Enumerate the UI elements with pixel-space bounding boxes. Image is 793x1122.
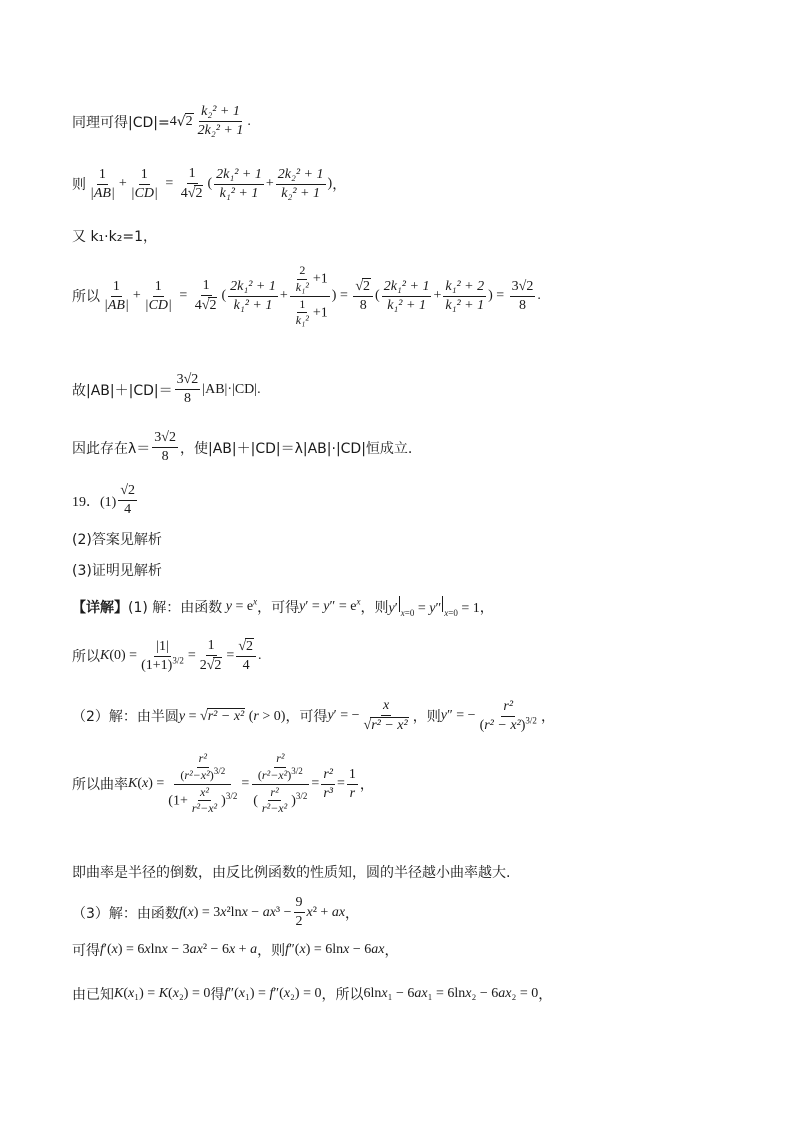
l15-t1: （3）解：由函数 [72, 905, 179, 922]
cd-frac-den: 2k₂² + 1 [197, 123, 244, 139]
l4-result: $\frac{3√2}{8}$ [511, 278, 534, 313]
l17-t3: ，所以 [321, 987, 364, 1003]
nested-fraction: $\frac{2}{\text{k₁²}}$ +1 $\frac{1}{\text{k₁²}}$ +1 [290, 264, 330, 328]
line-k0: 所以 K(0) = $\frac{|1|}{(1+1)^{3/2}}$ = $\frac{1}{2√2}$ = $\frac{√2}{4}$ . [72, 638, 262, 674]
frac-k2: $\frac{\text{2k₂² + 1}}{\text{k₂² + 1}}$ [277, 166, 324, 201]
l17-t2: 得 [210, 987, 225, 1003]
line-q19-2 [72, 529, 162, 549]
detail-tag: 【详解】 [72, 599, 128, 616]
l12-t3: ，则 [412, 709, 441, 726]
l7-prefix: 19．(1) [72, 494, 117, 510]
line-q19-3 [72, 560, 162, 580]
line-conclusion-2 [72, 862, 510, 882]
l12-t4: ， [540, 709, 555, 726]
curv-frac-2: $\frac{\text{r²}}{(r^2-x^2)^{3/2}}$ ( $\frac{\text{r²}}{\text{r²−x²}}$ )$^{3/2}$ [253, 751, 308, 816]
l11-prefix: 所以 [72, 649, 100, 666]
l6-suffix: ，使|AB|＋|CD|＝λ|AB|·|CD|恒成立. [179, 440, 413, 457]
line-so-sum: 所以 $\frac{1}{|AB|}$ + $\frac{1}{|CD|}$ = $\frac{1}{4√2}$ ( $\frac{\text{2k₁² + 1}}{\text{k₁² + 1}}$ + $\frac{2}{\text{k₁²}}$ +1 $\frac{1}{\text{k₁²}}$ +1 ) = $\frac{√2}{8}$ ( $\frac{\text{2k₁² + 1}}{\text{k₁² + 1}}$ + $\frac{\text{k₁² + 2}}{\text{k₁² + 1}}$ ) = $\frac{3√2}{8}$ . [72, 263, 541, 328]
line-detail-1: 【详解】 (1) 解：由函数 $y = e^x$ ，可得 $y' = y'' = e^x$ ，则 y′ $_{x=0}$ = y″ $_{x=0}$ = 1 ， [72, 595, 494, 618]
l16-t3: ， [384, 943, 399, 959]
frac-1-cd: $\frac{1}{|CD|}$ [130, 166, 158, 201]
line-derivatives: 可得 f′(x) = 6xlnx − 3ax² − 6x + a ，则 f″(x) = 6lnx − 6ax ， [72, 942, 399, 959]
l2-suffix: ， [332, 177, 347, 194]
cd-frac-num: k₂² + 1 [199, 104, 242, 122]
cd-radicand: 2 [185, 114, 193, 130]
frac-1-ab: $\frac{1}{|AB|}$ [90, 166, 115, 201]
line-given: 由已知 K(x₁) = K(x₂) = 0 得 f″(x₁) = f″(x₂) = 0 ，所以 6lnx₁ − 6ax₁ = 6lnx₂ − 6ax₂ = 0 ， [72, 986, 553, 1003]
l12-t1: （2）解：由半圆 [72, 709, 179, 726]
l9-text: (3)证明见解析 [72, 563, 162, 579]
cd-prefix: 同理可得|CD|= [72, 114, 170, 131]
l2-prefix: 则 [72, 177, 86, 194]
l6-prefix: 因此存在λ＝ [72, 440, 151, 457]
line-curvature: 所以曲率 K(x) = $\frac{\text{r²}}{(r^2-x^2)^{3/2}}$ (1+ $\frac{\text{x²}}{\text{r²−x²}}$ )$^{3/2}$ = $\frac{\text{r²}}{(r^2-x^2)^{3/2}}$ ( $\frac{\text{r²}}{\text{r²−x²}}$ )$^{3/2}$ = $\frac{\text{r²}}{\text{r³}}$ = $\frac{1}{r}$ ， [72, 751, 374, 816]
l3-text: 又 k₁·k₂=1， [72, 229, 157, 245]
sqrt-sign: √ [176, 113, 186, 130]
l16-t2: ，则 [257, 943, 286, 959]
l10-t4: ， [479, 599, 494, 616]
l17-t4: ， [538, 987, 553, 1003]
line-q19-1: 19．(1) $\frac{√2}{4}$ [72, 483, 136, 518]
frac-k1: $\frac{\text{2k₁² + 1}}{\text{k₁² + 1}}$ [216, 166, 262, 201]
l16-t1: 可得 [72, 943, 100, 959]
line-reciprocal-sum: 则 $\frac{1}{|AB|}$ + $\frac{1}{|CD|}$ = $\frac{1}{4√2}$ ( $\frac{\text{2k₁² + 1}}{\text{k₁² + 1}}$ + $\frac{\text{2k₂² + 1}}{\text{k₂² + 1}}$ ) ， [72, 166, 347, 202]
l13-prefix: 所以曲率 [72, 777, 128, 794]
cd-coef: 4 [169, 113, 177, 129]
line-q3-function: （3）解：由函数 f(x) = 3x²lnx − ax³ − $\frac{9}{2}$ x² + ax ， [72, 895, 360, 930]
l4-prefix: 所以 [72, 289, 100, 306]
frac-1-4sqrt2: $\frac{1}{4√2}$ [180, 166, 203, 202]
line-exists-lambda: 因此存在λ＝ $\frac{3√2}{8}$ ，使|AB|＋|CD|＝λ|AB|·|CD|恒成立. [72, 430, 413, 465]
l5-prefix: 故|AB|＋|CD|＝ [72, 382, 173, 399]
line-cd-length [72, 104, 251, 139]
cd-fraction [196, 104, 246, 139]
l10-t1: (1) 解：由函数 [128, 599, 223, 616]
cd-suffix: . [247, 113, 251, 129]
l11-suffix: . [258, 648, 262, 664]
line-k1k2 [72, 226, 157, 246]
l17-t1: 由已知 [72, 987, 114, 1003]
l13-suffix: ， [359, 777, 374, 794]
l5-suffix: |AB|·|CD|. [202, 381, 261, 397]
l10-t3: ，则 [360, 599, 389, 616]
line-semicircle: （2）解：由半圆 y = √r² − x² (r > 0) ，可得 y′ = − $\frac{x}{\text{√r² − x²}}$ ，则 y″ = − $\frac{\text{r²}}{(r^2 - x^2)^{3/2}}$ ， [72, 698, 555, 734]
l10-t2: ，可得 [257, 599, 300, 616]
curv-frac-1: $\frac{\text{r²}}{(r^2-x^2)^{3/2}}$ (1+ $\frac{\text{x²}}{\text{r²−x²}}$ )$^{3/2}$ [168, 751, 238, 816]
l15-t2: ， [345, 905, 360, 922]
line-therefore: 故|AB|＋|CD|＝ $\frac{3√2}{8}$ |AB|·|CD|. [72, 372, 261, 407]
l8-text: (2)答案见解析 [72, 532, 162, 548]
l14-text: 即曲率是半径的倒数，由反比例函数的性质知，圆的半径越小曲率越大. [72, 865, 511, 881]
l12-t2: ，可得 [285, 709, 328, 726]
